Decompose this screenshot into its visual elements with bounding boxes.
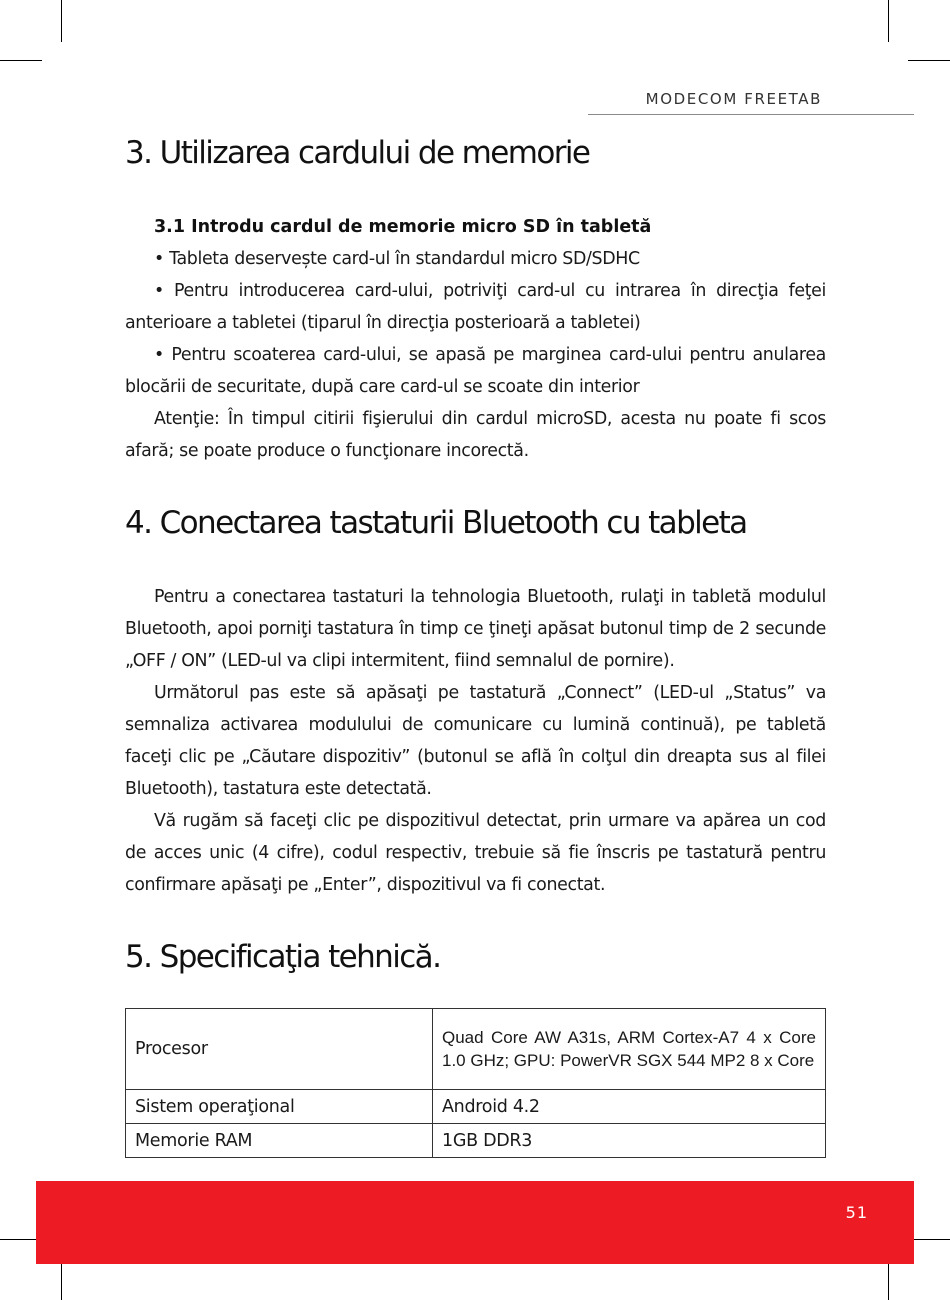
section-4-title: 4. Conectarea tastaturii Bluetooth cu tableta [125,505,747,541]
section-3-paragraph: • Pentru introducerea card-ului, potriviţi card-ul cu intrarea în direcţia feţei anterioare a tabletei (tiparul în direcţia posterioară a tabletei) [125,281,826,333]
section-3-title: 3. Utilizarea cardului de memorie [125,135,590,171]
crop-mark [61,1258,62,1300]
spec-label: Procesor [126,1009,433,1090]
page-content [125,132,826,1158]
section-5-title: 5. Specificaţia tehnică. [125,939,441,975]
section-3-1-title: 3.1 Introdu cardul de memorie micro SD în tabletă [154,217,652,237]
section-3-paragraph: • Pentru scoaterea card-ului, se apasă pe marginea card-ului pentru anularea blocării de securitate, după care card-ul se scoate din interior [125,345,826,397]
page-number: 51 [845,1203,868,1222]
section-4-paragraph: Următorul pas este să apăsaţi pe tastatură „Connect” (LED-ul „Status” va semnaliza activarea modulului de comunicare cu lumină continuă), pe tabletă faceţi clic pe „Căutare dispozitiv” (butonul se află în colţul din dreapta sus al filei Bluetooth), tastatura este detectată. [125,683,826,799]
crop-mark [888,0,889,42]
spec-value: 1GB DDR3 [433,1124,826,1158]
section-4-paragraph: Vă rugăm să faceţi clic pe dispozitivul detectat, prin urmare va apărea un cod de acces unic (4 cifre), codul respectiv, trebuie să fie înscris pe tastatură pentru confirmare apăsaţi pe „Enter”, dispozitivul va fi conectat. [125,811,826,895]
crop-mark [908,1239,950,1240]
table-row [126,1009,826,1090]
spec-label: Sistem operaţional [126,1090,433,1124]
spec-value: Quad Core AW A31s, ARM Cortex-A7 4 x Core 1.0 GHz; GPU: PowerVR SGX 544 MP2 8 x Core [433,1009,826,1090]
spec-value: Android 4.2 [433,1090,826,1124]
crop-mark [0,60,42,61]
section-3-paragraph: • Tableta deservește card-ul în standardul micro SD/SDHC [154,249,640,269]
crop-mark [888,1258,889,1300]
section-4-paragraph: Pentru a conectarea tastaturi la tehnologia Bluetooth, rulaţi in tabletă modulul Bluetooth, apoi porniţi tastatura în timp ce ţineţi apăsat butonul timp de 2 secunde „OFF / ON” (LED-ul va clipi intermitent, fiind semnalul de pornire). [125,587,826,671]
table-row [126,1124,826,1158]
header-rule [588,114,914,115]
table-row [126,1090,826,1124]
crop-mark [61,0,62,42]
spec-table [125,1008,826,1158]
footer-band [36,1181,914,1264]
crop-mark [908,60,950,61]
spec-label: Memorie RAM [126,1124,433,1158]
section-3-paragraph: Atenţie: În timpul citirii fişierului din cardul microSD, acesta nu poate fi scos afară; se poate produce o funcţionare incorectă. [125,409,826,461]
brand-header: MODECOM FREETAB [645,90,822,108]
